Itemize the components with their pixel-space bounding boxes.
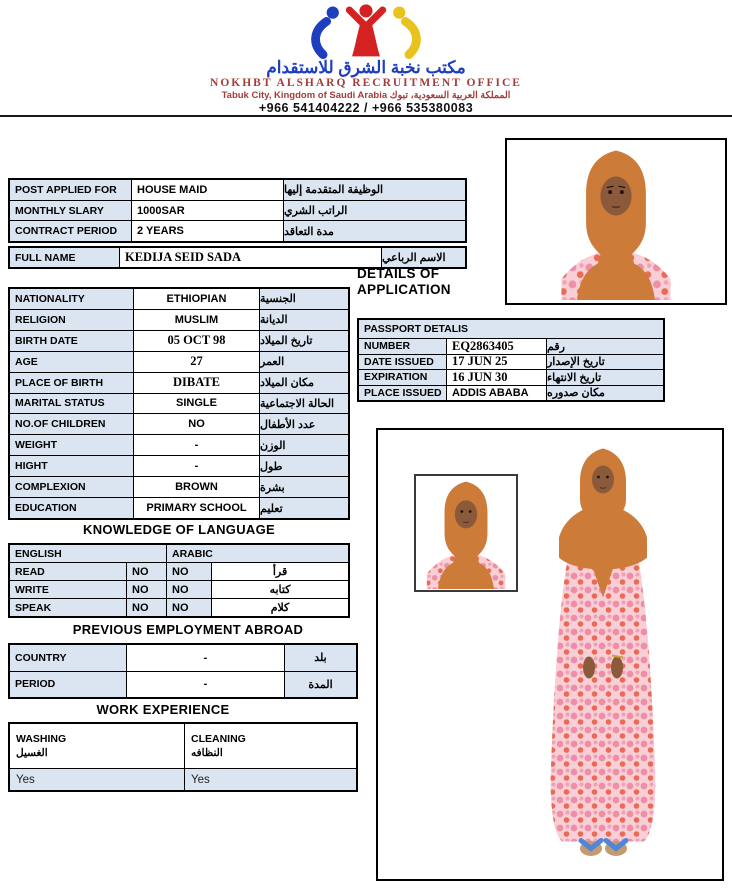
- field-label: RELIGION: [10, 310, 134, 330]
- office-location: Tabuk City, Kingdom of Saudi Arabia المملكة العربية السعودية، تبوك: [221, 90, 511, 101]
- field-arabic: رقم: [547, 339, 663, 354]
- work-experience-header-row: [10, 724, 356, 769]
- full-body-illustration: [528, 444, 678, 862]
- field-value: ETHIOPIAN: [134, 289, 260, 309]
- field-arabic: مدة التعاقد: [284, 221, 465, 241]
- field-arabic: مكان الميلاد: [260, 373, 348, 393]
- field-value: DIBATE: [134, 373, 260, 393]
- skill-arabic: كتابه: [269, 584, 291, 596]
- field-arabic: العمر: [260, 352, 348, 372]
- field-label: PERIOD: [10, 672, 127, 698]
- applicant-passport-photo: [414, 474, 518, 592]
- field-value: SINGLE: [134, 394, 260, 414]
- passport-table-title: PASSPORT DETALIS: [359, 320, 663, 338]
- skill-label: SPEAK: [10, 599, 127, 616]
- column-header-english: ENGLISH: [10, 545, 167, 562]
- details-of-application-heading: [357, 266, 451, 298]
- row-education: [10, 498, 348, 518]
- row-contract-period: [10, 221, 465, 241]
- row-speak: [10, 599, 348, 616]
- field-value: EQ2863405: [447, 339, 547, 354]
- field-arabic: طول: [260, 456, 348, 476]
- row-marital-status: [10, 394, 348, 415]
- field-value: 1000SAR: [132, 201, 284, 221]
- field-label: PLACE ISSUED: [359, 386, 447, 401]
- field-arabic: الراتب الشري: [284, 201, 465, 221]
- column-header-washing: [10, 724, 185, 768]
- field-arabic: بلد: [285, 645, 356, 671]
- field-label: WEIGHT: [10, 435, 134, 455]
- field-label: AGE: [10, 352, 134, 372]
- field-arabic: الديانة: [260, 310, 348, 330]
- previous-employment-table: [8, 643, 358, 699]
- row-monthly-salary: [10, 201, 465, 222]
- field-label: FULL NAME: [10, 248, 120, 267]
- row-full-name: [10, 248, 465, 267]
- row-period: [10, 672, 356, 698]
- field-label: DATE ISSUED: [359, 355, 447, 370]
- row-place-of-birth: [10, 373, 348, 394]
- row-age: [10, 352, 348, 373]
- field-label: NATIONALITY: [10, 289, 134, 309]
- english-value: NO: [127, 599, 167, 616]
- row-place-issued: [359, 386, 663, 401]
- column-header-cleaning: [185, 724, 356, 768]
- row-religion: [10, 310, 348, 331]
- field-value: PRIMARY SCHOOL: [134, 498, 260, 518]
- field-value: -: [134, 435, 260, 455]
- passport-details-table: [357, 318, 665, 402]
- field-label: POST APPLIED FOR: [10, 180, 132, 200]
- field-arabic: الوظيفة المتقدمة إليها: [284, 180, 465, 200]
- language-table: [8, 543, 350, 618]
- passport-photo-illustration: [419, 477, 513, 589]
- skill-label: READ: [10, 563, 127, 580]
- cleaning-label-arabic: النظافه: [191, 747, 223, 759]
- row-no-of-children: [10, 414, 348, 435]
- washing-label: WASHING: [16, 733, 67, 745]
- field-value: 16 JUN 30: [447, 370, 547, 385]
- work-experience-table: [8, 722, 358, 792]
- application-table: [8, 178, 467, 243]
- field-value: 05 OCT 98: [134, 331, 260, 351]
- skill-arabic: قرأ: [272, 566, 288, 578]
- field-arabic: عدد الأطفال: [260, 414, 348, 434]
- field-label: HIGHT: [10, 456, 134, 476]
- row-nationality: [10, 289, 348, 310]
- field-value: KEDIJA SEID SADA: [120, 248, 382, 267]
- column-header-arabic: ARABIC: [167, 545, 348, 562]
- passport-table-title-row: [359, 320, 663, 339]
- row-country: [10, 645, 356, 672]
- field-arabic: المدة: [285, 672, 356, 698]
- field-value: MUSLIM: [134, 310, 260, 330]
- row-height: [10, 456, 348, 477]
- field-value: -: [127, 645, 285, 671]
- row-complexion: [10, 477, 348, 498]
- field-label: EDUCATION: [10, 498, 134, 518]
- row-birth-date: [10, 331, 348, 352]
- portrait-illustration: [551, 142, 681, 302]
- language-header-row: [10, 545, 348, 563]
- field-label: NO.OF CHILDREN: [10, 414, 134, 434]
- office-logo-icon: [289, 3, 443, 59]
- field-label: COUNTRY: [10, 645, 127, 671]
- field-value: 17 JUN 25: [447, 355, 547, 370]
- applicant-portrait-photo: [505, 138, 727, 305]
- field-arabic: بشرة: [260, 477, 348, 497]
- header-divider: [0, 115, 732, 117]
- row-weight: [10, 435, 348, 456]
- field-label: EXPIRATION: [359, 370, 447, 385]
- arabic-value: NO: [167, 581, 212, 598]
- field-arabic: تاريخ الانتهاء: [547, 370, 663, 385]
- personal-details-table: [8, 287, 350, 520]
- office-phone-numbers: +966 541404222 / +966 535380083: [258, 101, 474, 115]
- office-title-arabic: مكتب نخبة الشرق للاستقدام: [266, 58, 466, 77]
- field-arabic: الجنسية: [260, 289, 348, 309]
- row-expiration: [359, 370, 663, 386]
- heading-line-1: DETAILS OF: [357, 266, 440, 281]
- field-arabic: تاريخ الميلاد: [260, 331, 348, 351]
- skill-label: WRITE: [10, 581, 127, 598]
- field-label: PLACE OF BIRTH: [10, 373, 134, 393]
- arabic-value: NO: [167, 599, 212, 616]
- field-arabic: الاسم الرباعي: [382, 248, 465, 267]
- field-arabic: الوزن: [260, 435, 348, 455]
- field-arabic: الحالة الاجتماعية: [260, 394, 348, 414]
- field-value: -: [134, 456, 260, 476]
- washing-label-arabic: الغسيل: [16, 747, 48, 759]
- row-post-applied-for: [10, 180, 465, 201]
- row-write: [10, 581, 348, 599]
- field-label: BIRTH DATE: [10, 331, 134, 351]
- work-experience-values-row: [10, 769, 356, 790]
- applicant-photo-panel: [376, 428, 724, 881]
- cleaning-value: Yes: [185, 769, 356, 790]
- english-value: NO: [127, 581, 167, 598]
- office-title-english: NOKHBT ALSHARQ RECRUITMENT OFFICE: [210, 77, 522, 89]
- field-arabic: تعليم: [260, 498, 348, 518]
- field-label: MARITAL STATUS: [10, 394, 134, 414]
- field-arabic: مكان صدوره: [547, 386, 663, 401]
- field-arabic: تاريخ الإصدار: [547, 355, 663, 370]
- field-label: NUMBER: [359, 339, 447, 354]
- applicant-full-body-photo: [528, 444, 678, 864]
- row-read: [10, 563, 348, 581]
- field-value: -: [127, 672, 285, 698]
- office-header: [0, 3, 732, 115]
- field-value: BROWN: [134, 477, 260, 497]
- field-label: COMPLEXION: [10, 477, 134, 497]
- row-date-issued: [359, 355, 663, 371]
- skill-arabic: كلام: [270, 602, 290, 614]
- cleaning-label: CLEANING: [191, 733, 246, 745]
- field-value: ADDIS ABABA: [447, 386, 547, 401]
- field-label: CONTRACT PERIOD: [10, 221, 132, 241]
- heading-line-2: APPLICATION: [357, 282, 451, 297]
- english-value: NO: [127, 563, 167, 580]
- work-experience-heading: WORK EXPERIENCE: [96, 702, 230, 717]
- knowledge-of-language-heading: KNOWLEDGE OF LANGUAGE: [83, 522, 275, 537]
- washing-value: Yes: [10, 769, 185, 790]
- previous-employment-heading: PREVIOUS EMPLOYMENT ABROAD: [72, 622, 304, 637]
- field-value: 2 YEARS: [132, 221, 284, 241]
- field-value: NO: [134, 414, 260, 434]
- arabic-value: NO: [167, 563, 212, 580]
- field-value: 27: [134, 352, 260, 372]
- row-passport-number: [359, 339, 663, 355]
- field-label: MONTHLY SLARY: [10, 201, 132, 221]
- field-value: HOUSE MAID: [132, 180, 284, 200]
